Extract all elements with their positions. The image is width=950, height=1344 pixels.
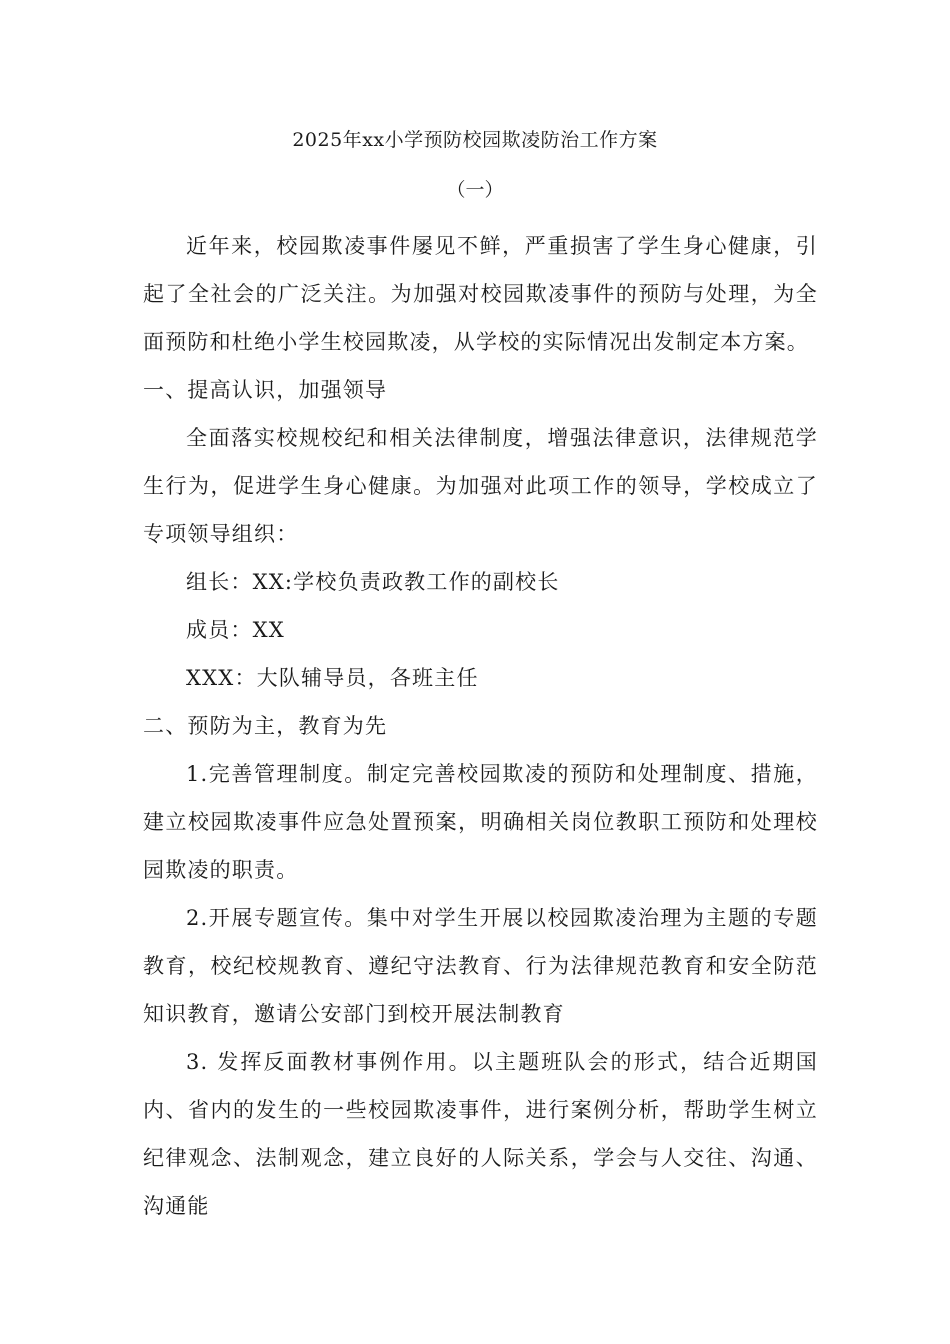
intro-paragraph: 近年来，校园欺凌事件屡见不鲜，严重损害了学生身心健康，引起了全社会的广泛关注。为加强对校园欺凌事件的预防与处理，为全面预防和杜绝小学生校园欺凌，从学校的实际情况出发制定本方案。 <box>143 234 818 354</box>
section-heading-1: 一、提高认识，加强领导 <box>143 378 388 402</box>
section-1-paragraph: 全面落实校规校纪和相关法律制度，增强法律意识，法律规范学生行为，促进学生身心健康。为加强对此项工作的领导，学校成立了专项领导组织： <box>143 426 818 546</box>
document-body <box>143 222 818 1230</box>
document-subtitle: （一） <box>446 179 504 201</box>
document-title: 2025年xx小学预防校园欺凌防治工作方案 <box>292 129 658 151</box>
members-line: 成员：XX <box>186 618 285 642</box>
item-3-paragraph: 3. 发挥反面教材事例作用。以主题班队会的形式，结合近期国内、省内的发生的一些校园欺凌事件，进行案例分析，帮助学生树立纪律观念、法制观念，建立良好的人际关系，学会与人交往、沟通、沟通能 <box>143 1050 818 1218</box>
section-heading-2: 二、预防为主，教育为先 <box>143 714 388 738</box>
item-1-paragraph: 1.完善管理制度。制定完善校园欺凌的预防和处理制度、措施，建立校园欺凌事件应急处置预案，明确相关岗位教职工预防和处理校园欺凌的职责。 <box>143 762 818 882</box>
leader-line: 组长：XX:学校负责政教工作的副校长 <box>186 570 560 594</box>
staff-line: XXX：大队辅导员，各班主任 <box>186 666 479 690</box>
item-2-paragraph: 2.开展专题宣传。集中对学生开展以校园欺凌治理为主题的专题教育，校纪校规教育、遵纪守法教育、行为法律规范教育和安全防范知识教育，邀请公安部门到校开展法制教育 <box>143 906 818 1026</box>
